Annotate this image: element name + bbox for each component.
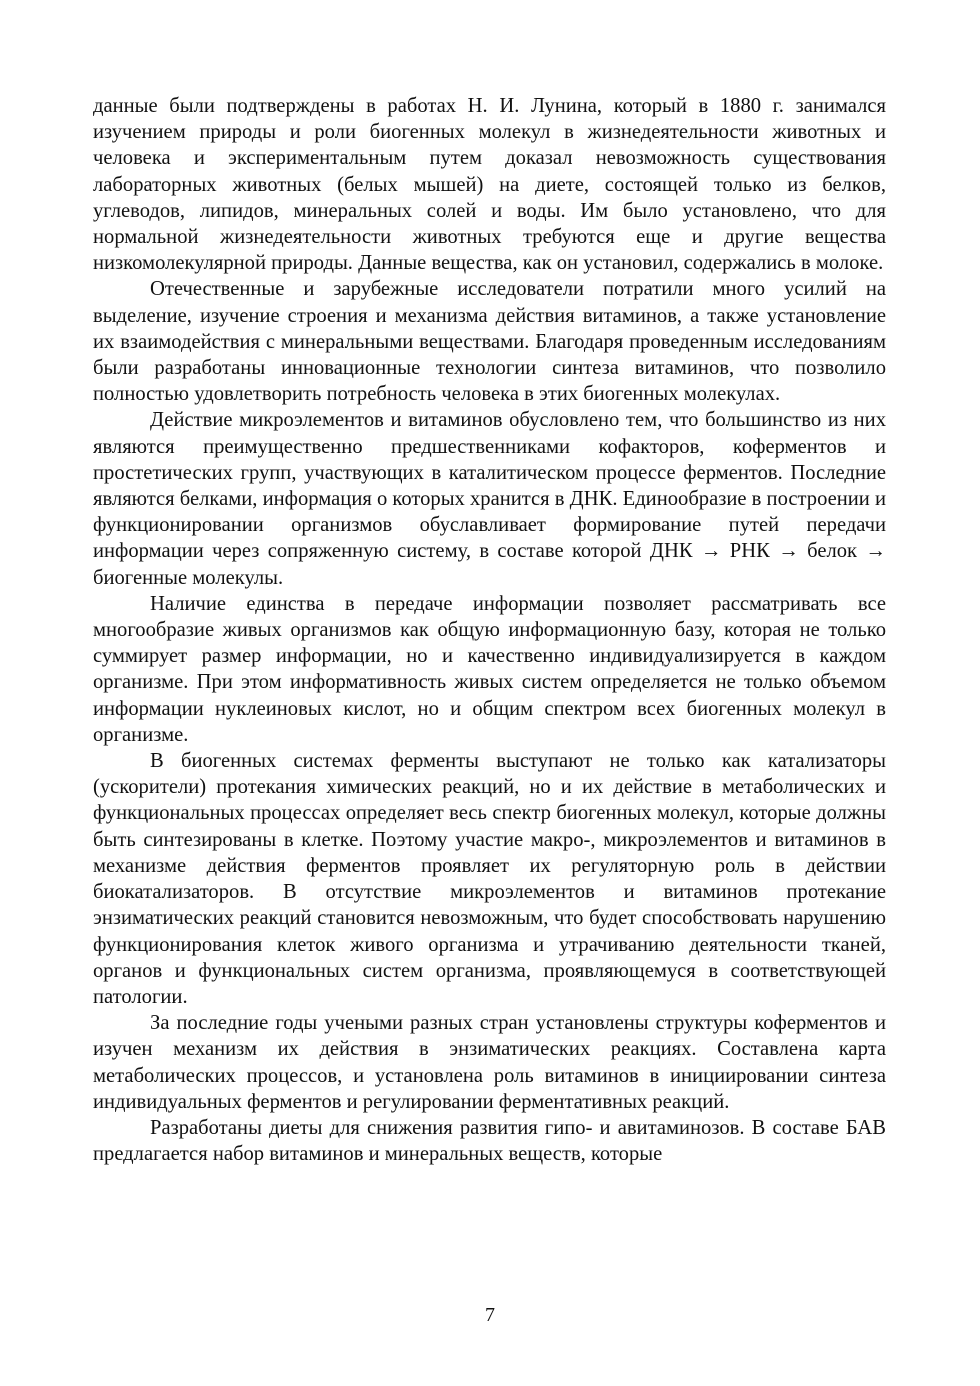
page-number: 7 — [485, 1304, 495, 1326]
paragraph-4: Наличие единства в передаче информации позволяет рассматривать все многообразие живых организмов как общую информационную базу, которая не только суммирует размер информации, но и качественно индивидуализируется в каждом организме. При этом информативность живых систем определяется не только объемом информации нуклеиновых кислот, но и общим спектром всех биогенных молекул в организме. — [93, 592, 886, 746]
paragraph-3: Действие микроэлементов и витаминов обусловлено тем, что большинство из них являются преимущественно предшественниками кофакторов, коферментов и простетических групп, участвующих в каталитическом процессе ферментов. Последние являются белками, информация о которых хранится в ДНК. Единообразие в построении и функционировании организмов обуславливает формирование путей передачи информации через сопряженную систему, в составе которой ДНК → РНК → белок → биогенные молекулы. — [93, 409, 886, 589]
paragraph-6: За последние годы учеными разных стран установлены структуры коферментов и изучен механизм их действия в энзиматических реакциях. Составлена карта метаболических процессов, и установлена роль витаминов в инициировании синтеза индивидуальных ферментов и регулировании ферментативных реакций. — [93, 1012, 886, 1113]
paragraph-5: В биогенных системах ферменты выступают не только как катализаторы (ускорители) протекания химических реакций, но и их действие в метаболических и функциональных процессах определяет весь спектр биогенных молекул, которые должны быть синтезированы в клетке. Поэтому участие макро-, микроэлементов и витаминов в механизме действия ферментов проявляет их регуляторную роль в действии биокатализаторов. В отсутствие микроэлементов и витаминов протекание энзиматических реакций становится невозможным, что будет способствовать нарушению функционирования клеток живого организма и утрачиванию деятельности тканей, органов и функциональных систем организма, проявляющемуся в соответствующей патологии. — [93, 750, 886, 1008]
document-page — [93, 93, 886, 1167]
paragraph-2: Отечественные и зарубежные исследователи потратили много усилий на выделение, изучение строения и механизма действия витаминов, а также установление их взаимодействия с минеральными веществами. Благодаря проведенным исследованиям были разработаны инновационные технологии синтеза витаминов, что позволило полностью удовлетворить потребность человека в этих биогенных молекулах. — [93, 278, 886, 406]
paragraph-1: данные были подтверждены в работах Н. И. Лунина, который в 1880 г. занимался изучением природы и роли биогенных молекул в жизнедеятельности животных и человека и экспериментальным путем доказал невозможность существования лабораторных животных (белых мышей) на диете, состоящей только из белков, углеводов, липидов, минеральных солей и воды. Им было установлено, что для нормальной жизнедеятельности животных требуются еще и другие вещества низкомолекулярной природы. Данные вещества, как он установил, содержались в молоке. — [93, 95, 886, 275]
paragraph-7: Разработаны диеты для снижения развития гипо- и авитаминозов. В составе БАВ предлагается набор витаминов и минеральных веществ, которые — [93, 1116, 886, 1166]
